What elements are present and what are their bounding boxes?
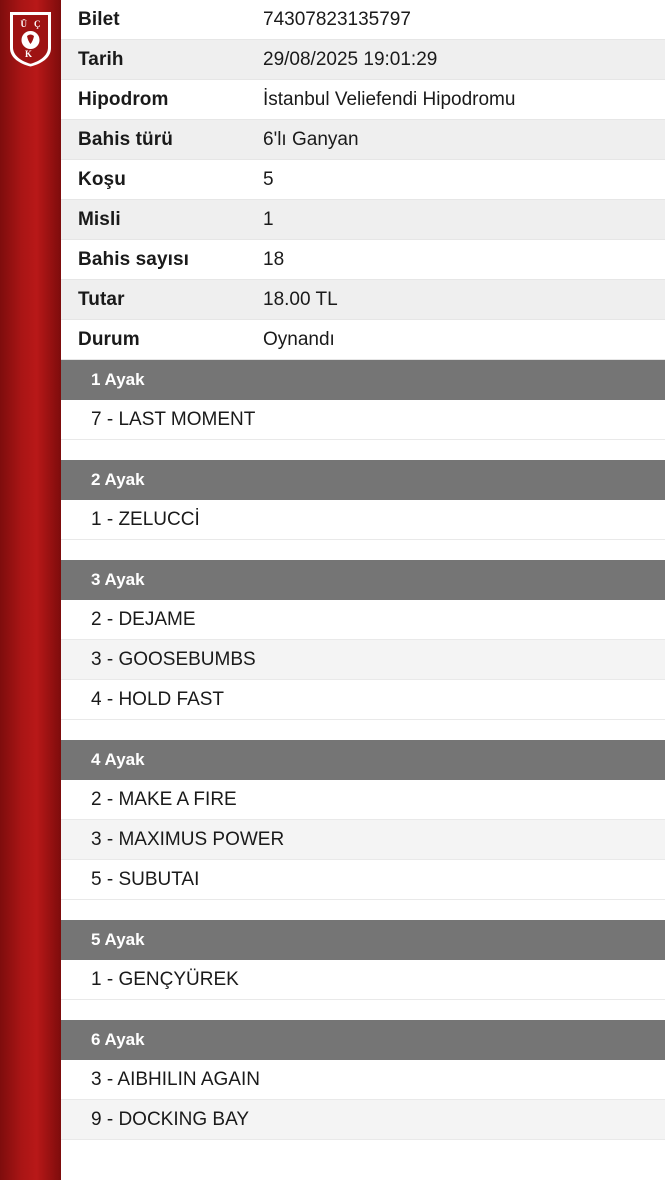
horse-label: 3 - MAXIMUS POWER xyxy=(91,828,285,850)
legs-list xyxy=(61,360,665,1166)
info-row-label: Tarih xyxy=(78,48,124,70)
leg-group-spacer xyxy=(61,900,665,920)
horse-row[interactable] xyxy=(61,860,665,900)
info-row-label: Koşu xyxy=(78,168,126,190)
svg-text:Ç: Ç xyxy=(34,19,41,29)
leg-header xyxy=(61,740,665,780)
svg-text:K: K xyxy=(25,49,33,59)
info-row xyxy=(61,280,665,320)
info-row xyxy=(61,80,665,120)
info-row-value: 5 xyxy=(263,168,274,190)
info-row-value: 6'lı Ganyan xyxy=(263,128,359,150)
leg-title: 1 Ayak xyxy=(91,370,145,389)
info-row-value: İstanbul Veliefendi Hipodromu xyxy=(263,88,516,110)
leg-title: 4 Ayak xyxy=(91,750,145,769)
horse-label: 7 - LAST MOMENT xyxy=(91,408,256,430)
horse-row[interactable] xyxy=(61,400,665,440)
info-row-value: 18.00 TL xyxy=(263,288,338,310)
info-row xyxy=(61,320,665,360)
leg-title: 3 Ayak xyxy=(91,570,145,589)
info-row-label: Tutar xyxy=(78,288,125,310)
horse-label: 2 - MAKE A FIRE xyxy=(91,788,237,810)
horse-label: 1 - ZELUCCİ xyxy=(91,508,200,530)
leg-group-spacer xyxy=(61,440,665,460)
horse-row[interactable] xyxy=(61,820,665,860)
horse-label: 4 - HOLD FAST xyxy=(91,688,225,710)
leg-group-spacer xyxy=(61,720,665,740)
info-row-label: Misli xyxy=(78,208,121,230)
info-row-label: Hipodrom xyxy=(78,88,169,110)
leg-title: 6 Ayak xyxy=(91,1030,145,1049)
horse-label: 3 - AIBHILIN AGAIN xyxy=(91,1068,260,1090)
info-row xyxy=(61,40,665,80)
club-crest-icon xyxy=(8,10,53,68)
horse-row[interactable] xyxy=(61,1060,665,1100)
horse-label: 2 - DEJAME xyxy=(91,608,196,630)
info-row xyxy=(61,120,665,160)
horse-row[interactable] xyxy=(61,600,665,640)
club-crest-logo xyxy=(8,10,53,68)
horse-label: 1 - GENÇYÜREK xyxy=(91,968,239,990)
horse-row[interactable] xyxy=(61,500,665,540)
horse-label: 3 - GOOSEBUMBS xyxy=(91,648,256,670)
horse-label: 5 - SUBUTAI xyxy=(91,868,200,890)
leg-group-spacer xyxy=(61,1000,665,1020)
leg-header xyxy=(61,1020,665,1060)
ticket-content xyxy=(61,0,665,1180)
info-row xyxy=(61,160,665,200)
info-row-value: 1 xyxy=(263,208,274,230)
horse-row[interactable] xyxy=(61,960,665,1000)
info-row-label: Bahis türü xyxy=(78,128,173,150)
horse-row[interactable] xyxy=(61,1100,665,1140)
leg-group-spacer xyxy=(61,540,665,560)
info-row-value: 29/08/2025 19:01:29 xyxy=(263,48,438,70)
info-row-label: Bilet xyxy=(78,8,120,30)
horse-row[interactable] xyxy=(61,640,665,680)
left-brand-rail xyxy=(0,0,61,1180)
info-row-value: 74307823135797 xyxy=(263,8,411,30)
info-row xyxy=(61,0,665,40)
info-row xyxy=(61,200,665,240)
leg-header xyxy=(61,460,665,500)
info-row-value: Oynandı xyxy=(263,328,335,350)
leg-title: 5 Ayak xyxy=(91,930,145,949)
info-row xyxy=(61,240,665,280)
info-row-label: Bahis sayısı xyxy=(78,248,190,270)
horse-row[interactable] xyxy=(61,780,665,820)
info-row-label: Durum xyxy=(78,328,140,350)
horse-label: 9 - DOCKING BAY xyxy=(91,1108,250,1130)
leg-title: 2 Ayak xyxy=(91,470,145,489)
svg-text:Ü: Ü xyxy=(20,19,27,29)
leg-group-spacer xyxy=(61,1140,665,1166)
horse-row[interactable] xyxy=(61,680,665,720)
leg-header xyxy=(61,560,665,600)
info-row-value: 18 xyxy=(263,248,285,270)
leg-header xyxy=(61,360,665,400)
leg-header xyxy=(61,920,665,960)
ticket-info-table xyxy=(61,0,665,360)
